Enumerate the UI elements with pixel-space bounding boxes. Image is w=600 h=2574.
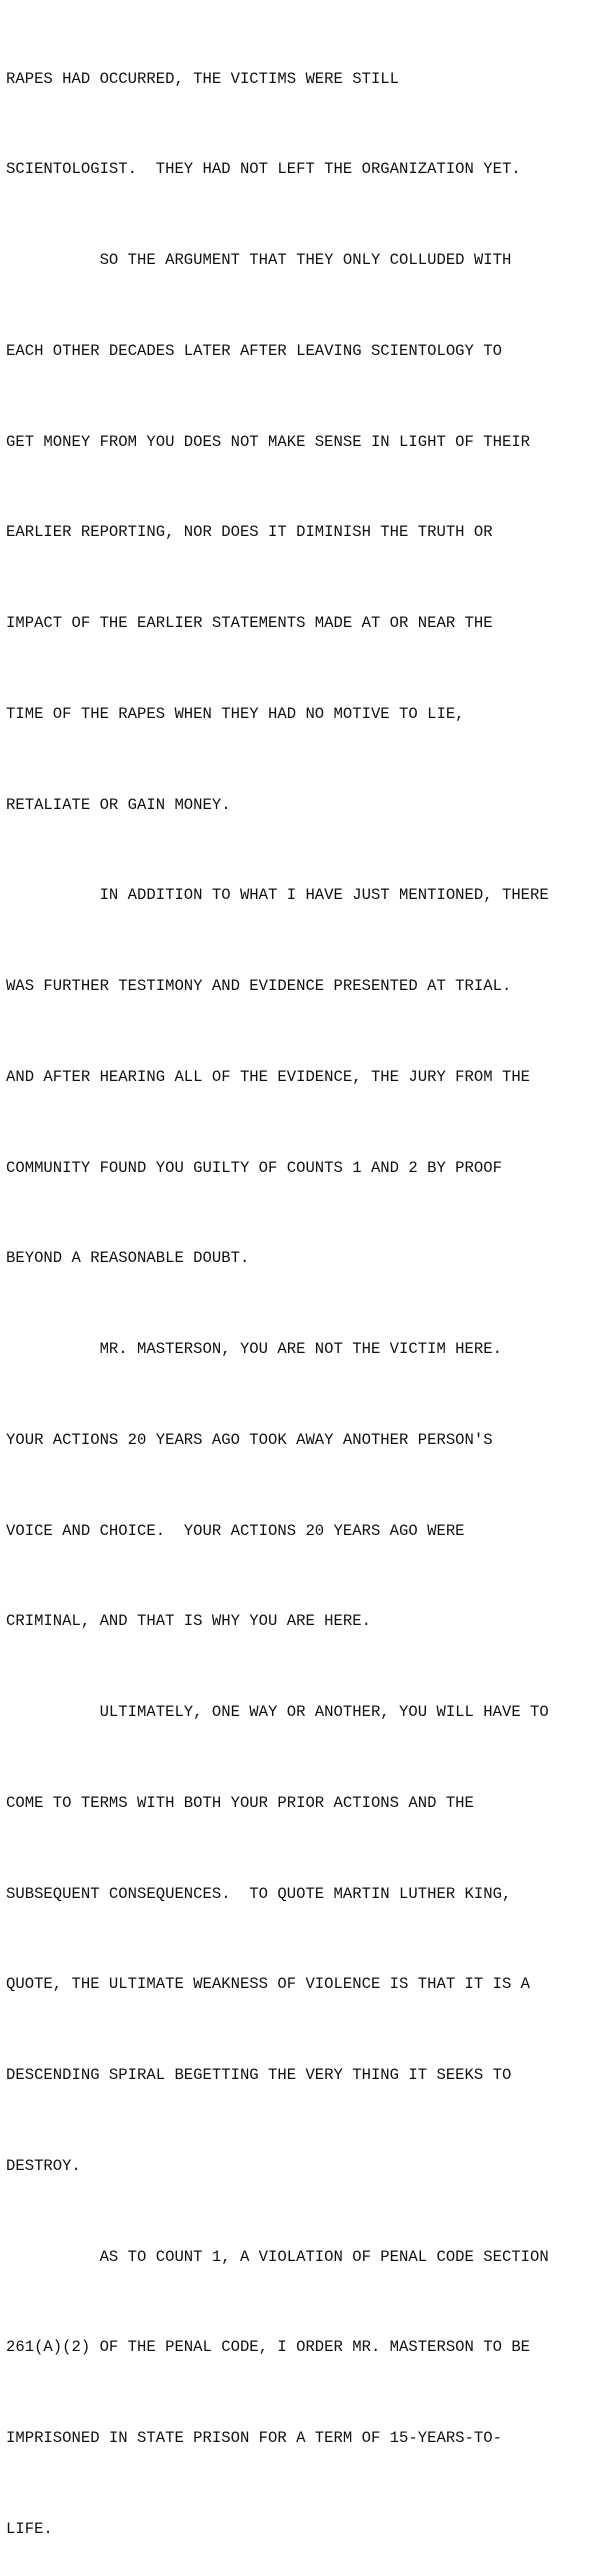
transcript-line: CRIMINAL, AND THAT IS WHY YOU ARE HERE. [6, 1612, 371, 1631]
transcript-line: DESCENDING SPIRAL BEGETTING THE VERY THING IT SEEKS TO [6, 2066, 512, 2084]
transcript-line: TIME OF THE RAPES WHEN THEY HAD NO MOTIVE TO LIE, [6, 704, 465, 723]
transcript-line: VOICE AND CHOICE. YOUR ACTIONS 20 YEARS AGO WERE [6, 1521, 465, 1540]
transcript-line: SCIENTOLOGIST. THEY HAD NOT LEFT THE ORGANIZATION YET. [6, 160, 521, 179]
transcript-line: SUBSEQUENT CONSEQUENCES. TO QUOTE MARTIN LUTHER KING, [6, 1884, 512, 1903]
transcript-line: AS TO COUNT 1, A VIOLATION OF PENAL CODE SECTION [6, 2247, 549, 2266]
transcript-line: DESTROY. [6, 2156, 81, 2175]
transcript-line: COMMUNITY FOUND YOU GUILTY OF COUNTS 1 AND 2 BY PROOF [6, 1158, 502, 1177]
transcript-line: IN ADDITION TO WHAT I HAVE JUST MENTIONED, THERE [6, 886, 549, 905]
transcript-line: BEYOND A REASONABLE DOUBT. [6, 1249, 250, 1268]
transcript-line: COME TO TERMS WITH BOTH YOUR PRIOR ACTIONS AND THE [6, 1793, 474, 1812]
transcript-line: SO THE ARGUMENT THAT THEY ONLY COLLUDED WITH [6, 251, 512, 269]
transcript-line: WAS FURTHER TESTIMONY AND EVIDENCE PRESENTED AT TRIAL. [6, 977, 512, 995]
transcript-line: EACH OTHER DECADES LATER AFTER LEAVING SCIENTOLOGY TO [6, 341, 502, 360]
transcript-line: QUOTE, THE ULTIMATE WEAKNESS OF VIOLENCE IS THAT IT IS A [6, 1975, 531, 1994]
transcript-line: YOUR ACTIONS 20 YEARS AGO TOOK AWAY ANOTHER PERSON'S [6, 1430, 493, 1449]
transcript-line: AND AFTER HEARING ALL OF THE EVIDENCE, THE JURY FROM THE [6, 1067, 531, 1086]
transcript-line: LIFE. [6, 2519, 53, 2538]
transcript-line: ULTIMATELY, ONE WAY OR ANOTHER, YOU WILL HAVE TO [6, 1703, 549, 1721]
transcript-line: IMPACT OF THE EARLIER STATEMENTS MADE AT OR NEAR THE [6, 614, 493, 632]
transcript-page [6, 3, 600, 2574]
transcript-line: MR. MASTERSON, YOU ARE NOT THE VICTIM HERE. [6, 1340, 502, 1358]
transcript-line: RAPES HAD OCCURRED, THE VICTIMS WERE STILL [6, 69, 400, 88]
transcript-line: EARLIER REPORTING, NOR DOES IT DIMINISH THE TRUTH OR [6, 523, 493, 542]
transcript-line: 261(A)(2) OF THE PENAL CODE, I ORDER MR. MASTERSON TO BE [6, 2338, 531, 2357]
transcript-line: RETALIATE OR GAIN MONEY. [6, 795, 231, 814]
transcript-line: GET MONEY FROM YOU DOES NOT MAKE SENSE IN LIGHT OF THEIR [6, 432, 531, 451]
transcript-line: IMPRISONED IN STATE PRISON FOR A TERM OF 15-YEARS-TO- [6, 2429, 502, 2447]
